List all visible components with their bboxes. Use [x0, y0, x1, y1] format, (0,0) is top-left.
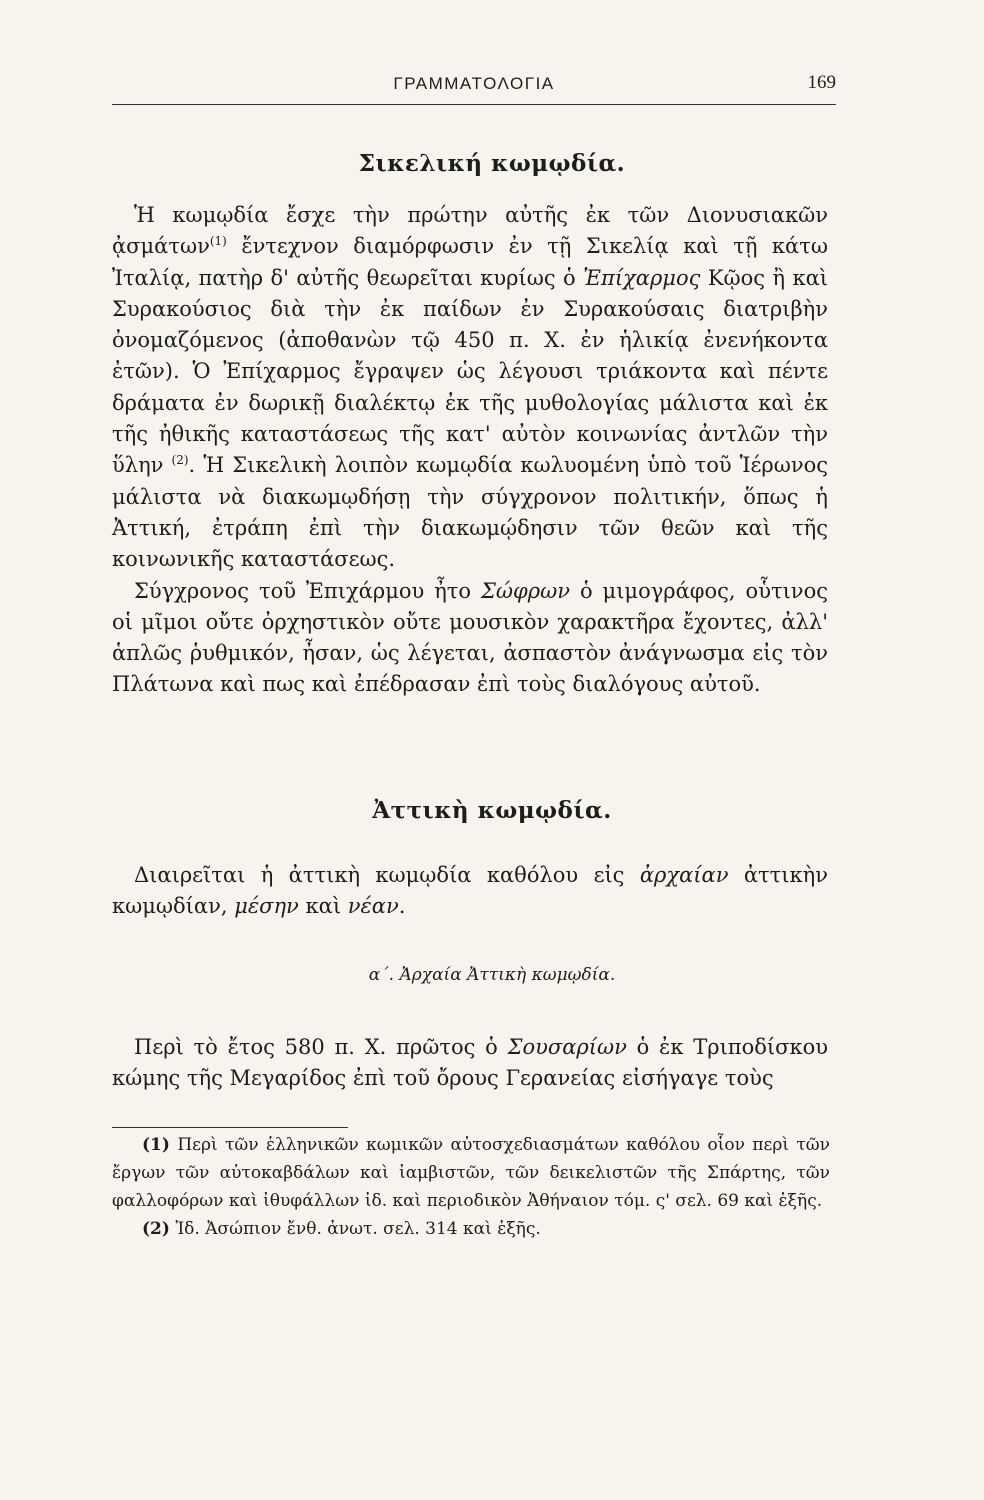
- footnote-marker: (1): [142, 1135, 170, 1155]
- footnote-ref-2: (2): [171, 453, 189, 468]
- paragraph-division: Διαιρεῖται ἡ ἀττικὴ κωμῳδία καθόλου εἰς ἀρχαίαν ἀττικὴν κωμῳδίαν, μέσην καὶ νέαν.: [112, 863, 828, 919]
- footnote-1: (1) Περὶ τῶν ἑλληνικῶν κωμικῶν αὐτοσχεδιασμάτων καθόλου οἷον περὶ τῶν ἔργων τῶν αὐτοκαβδάλων καὶ ἰαμβιστῶν, τῶν δεικελιστῶν τῆς Σπάρτης, τῶν φαλλοφόρων καὶ ἰθυφάλλων ἰδ. καὶ περιοδικὸν Ἀθήναιον τόμ. ς' σελ. 69 καὶ ἑξῆς.: [112, 1135, 830, 1211]
- term-nea: νέαν: [347, 894, 399, 919]
- paragraph-sophron: Σύγχρονος τοῦ Ἐπιχάρμου ἦτο Σώφρων ὁ μιμογράφος, οὗτινος οἱ μῖμοι οὔτε ὀρχηστικὸν οὔτε μουσικὸν χαρακτῆρα ἔχοντες, ἀλλ' ἁπλῶς ῥυθμικόν, ἦσαν, ὡς λέγεται, ἀσπαστὸν ἀνάγνωσμα εἰς τὸν Πλάτωνα καὶ πως καὶ ἐπέδρασαν ἐπὶ τοὺς διαλόγους αὐτοῦ.: [112, 578, 828, 697]
- section-heading-attic-comedy: Ἀττικὴ κωμῳδία.: [372, 797, 612, 824]
- footnote-ref-1: (1): [209, 234, 227, 249]
- footnote-divider: [112, 1127, 348, 1128]
- running-title: ΓΡΑΜΜΑΤΟΛΟΓΙΑ: [393, 74, 555, 93]
- paragraph-susarion: Περὶ τὸ ἔτος 580 π. Χ. πρῶτος ὁ Σουσαρίων ὁ ἐκ Τριποδίσκου κώμης τῆς Μεγαρίδος ἐπὶ τοῦ ὄρους Γερανείας εἰσήγαγε τοὺς: [112, 1035, 828, 1091]
- section-body-old-attic-comedy: [112, 1032, 828, 1095]
- section-intro-attic-comedy: [112, 860, 828, 923]
- footnote-marker: (2): [142, 1219, 170, 1239]
- term-mese: μέσην: [234, 894, 299, 919]
- running-head: [112, 70, 836, 105]
- section-body-sicilian-comedy: [112, 200, 828, 701]
- person-name: Σουσαρίων: [507, 1035, 627, 1059]
- person-name: Ἐπίχαρμος: [583, 265, 701, 290]
- footnote-2: (2) Ἰδ. Ἀσώπιον ἔνθ. ἀνωτ. σελ. 314 καὶ ἑξῆς.: [142, 1219, 541, 1239]
- section-heading-sicilian-comedy: Σικελική κωμῳδία.: [358, 150, 626, 177]
- person-name: Σώφρων: [481, 578, 570, 603]
- footnotes: [112, 1131, 830, 1243]
- term-archaia: ἀρχαίαν: [639, 863, 729, 887]
- subsection-old-attic-comedy: α΄. Ἀρχαία Ἀττικὴ κωμῳδία.: [368, 965, 616, 985]
- page-number: 169: [807, 72, 836, 93]
- paragraph-epicharmus: Ἡ κωμῳδία ἔσχε τὴν πρώτην αὐτῆς ἐκ τῶν Διονυσιακῶν ᾀσμάτων$^{(1)}$ ἔντεχνον διαμόρφωσιν ἐν τῇ Σικελίᾳ καὶ τῇ κάτω Ἰταλίᾳ, πατὴρ δ' αὐτῆς θεωρεῖται κυρίως ὁ Ἐπίχαρμος Κῷος ἢ καὶ Συρακούσιος διὰ τὴν ἐκ παίδων ἐν Συρακούσαις διατριβὴν ὀνομαζόμενος (ἀποθανὼν τῷ 450 π. Χ. ἐν ἡλικίᾳ ἐνενήκοντα ἐτῶν). Ὁ Ἐπίχαρμος ἔγραψεν ὡς λέγουσι τριάκοντα καὶ πέντε δράματα ἐν δωρικῇ διαλέκτῳ ἐκ τῆς μυθολογίας μάλιστα καὶ ἐκ τῆς ἠθικῆς καταστάσεως τῆς κατ' αὐτὸν κοινωνίας ἀντλῶν τὴν ὕλην $^{(2)}$. Ἡ Σικελικὴ λοιπὸν κωμῳδία κωλυομένη ὑπὸ τοῦ Ἱέρωνος μάλιστα νὰ διακωμῳδήσῃ τὴν σύγχρονον πολιτικήν, ὅπως ἡ Ἀττική, ἐτράπη ἐπὶ τὴν διακωμῴδησιν τῶν θεῶν καὶ τῆς κοινωνικῆς καταστάσεως.: [112, 203, 829, 572]
